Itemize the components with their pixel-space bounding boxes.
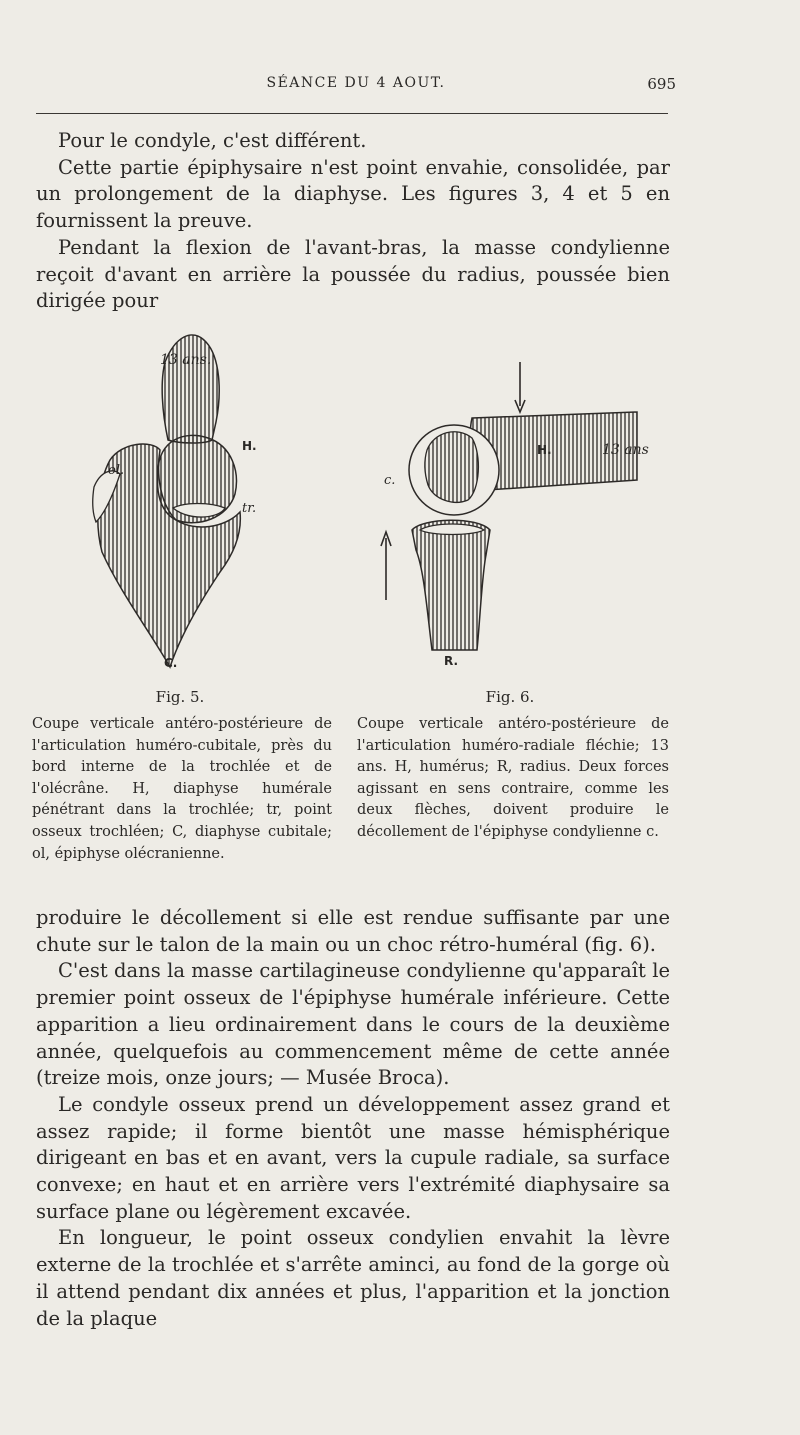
figure-6 bbox=[372, 360, 662, 680]
paragraph: Pendant la flexion de l'avant-bras, la masse condylienne reçoit d'avant en arrière la poussée du radius, poussée bien dirigée pour bbox=[36, 235, 670, 313]
fig6-c-label: c. bbox=[384, 473, 396, 488]
paragraph: produire le décollement si elle est rendue suffisante par une chute sur le talon de la main ou un choc rétro-huméral (fig. 6). bbox=[36, 906, 670, 956]
fig6-r-label: R. bbox=[444, 654, 459, 668]
figure-5 bbox=[80, 322, 290, 682]
figure-6-caption bbox=[357, 714, 669, 844]
figure-6-label: Fig. 6. bbox=[485, 688, 535, 706]
figure-5-label: Fig. 5. bbox=[155, 688, 205, 706]
paragraph: Le condyle osseux prend un développement assez grand et assez rapide; il forme bientôt une masse hémisphérique dirigeant en bas et en avant, vers la cupule radiale, sa surface convexe; en haut et en arrière vers l'extrémité diaphysaire sa surface plane ou légèrement excavée. bbox=[36, 1092, 670, 1223]
page-number: 695 bbox=[647, 75, 676, 93]
caption-text: Coupe verticale antéro-postérieure de l'articulation huméro-cubitale, près du bord interne de la trochlée et de l'olécrâne. H, diaphyse humérale pénétrant dans la trochlée; tr, point osseux trochléen; C, diaphyse cubitale; ol, épiphyse olécranienne. bbox=[32, 716, 332, 862]
top-text-block bbox=[36, 128, 670, 315]
figure-5-drawing bbox=[80, 322, 290, 682]
fig6-h-label: H. bbox=[537, 443, 552, 457]
header-title: SÉANCE DU 4 AOUT. bbox=[266, 75, 446, 91]
paragraph: Cette partie épiphysaire n'est point envahie, consolidée, par un prolongement de la diaphyse. Les figures 3, 4 et 5 en fournissent la preuve. bbox=[36, 155, 670, 233]
running-header bbox=[36, 75, 676, 99]
figure-6-drawing bbox=[372, 360, 662, 680]
fig5-tr-label: tr. bbox=[242, 501, 257, 516]
fig5-age-label: 13 ans. bbox=[160, 352, 212, 368]
figure-5-caption bbox=[32, 714, 332, 865]
caption-text: Coupe verticale antéro-postérieure de l'articulation huméro-radiale fléchie; 13 ans. H, humérus; R, radius. Deux forces agissant en sens contraire, comme les deux flèches, doivent produire le décollement de l'épiphyse condylienne c. bbox=[357, 716, 669, 840]
fig5-ol-label: ol. bbox=[108, 463, 125, 478]
bottom-text-block bbox=[36, 905, 670, 1332]
header-rule bbox=[36, 113, 668, 114]
paragraph: C'est dans la masse cartilagineuse condylienne qu'apparaît le premier point osseux de l'épiphyse humérale inférieure. Cette apparition a lieu ordinairement dans le cours de la deuxième année, quelquefois au commencement même de cette année (treize mois, onze jours; — Musée Broca). bbox=[36, 959, 670, 1090]
fig5-h-label: H. bbox=[242, 439, 257, 453]
paragraph: Pour le condyle, c'est différent. bbox=[58, 129, 367, 152]
paragraph: En longueur, le point osseux condylien envahit la lèvre externe de la trochlée et s'arrête aminci, au fond de la gorge où il attend pendant dix années et plus, l'apparition et la jonction de la plaque bbox=[36, 1226, 670, 1330]
fig5-c-label: C. bbox=[164, 656, 178, 670]
fig6-age-label: 13 ans bbox=[602, 442, 649, 458]
